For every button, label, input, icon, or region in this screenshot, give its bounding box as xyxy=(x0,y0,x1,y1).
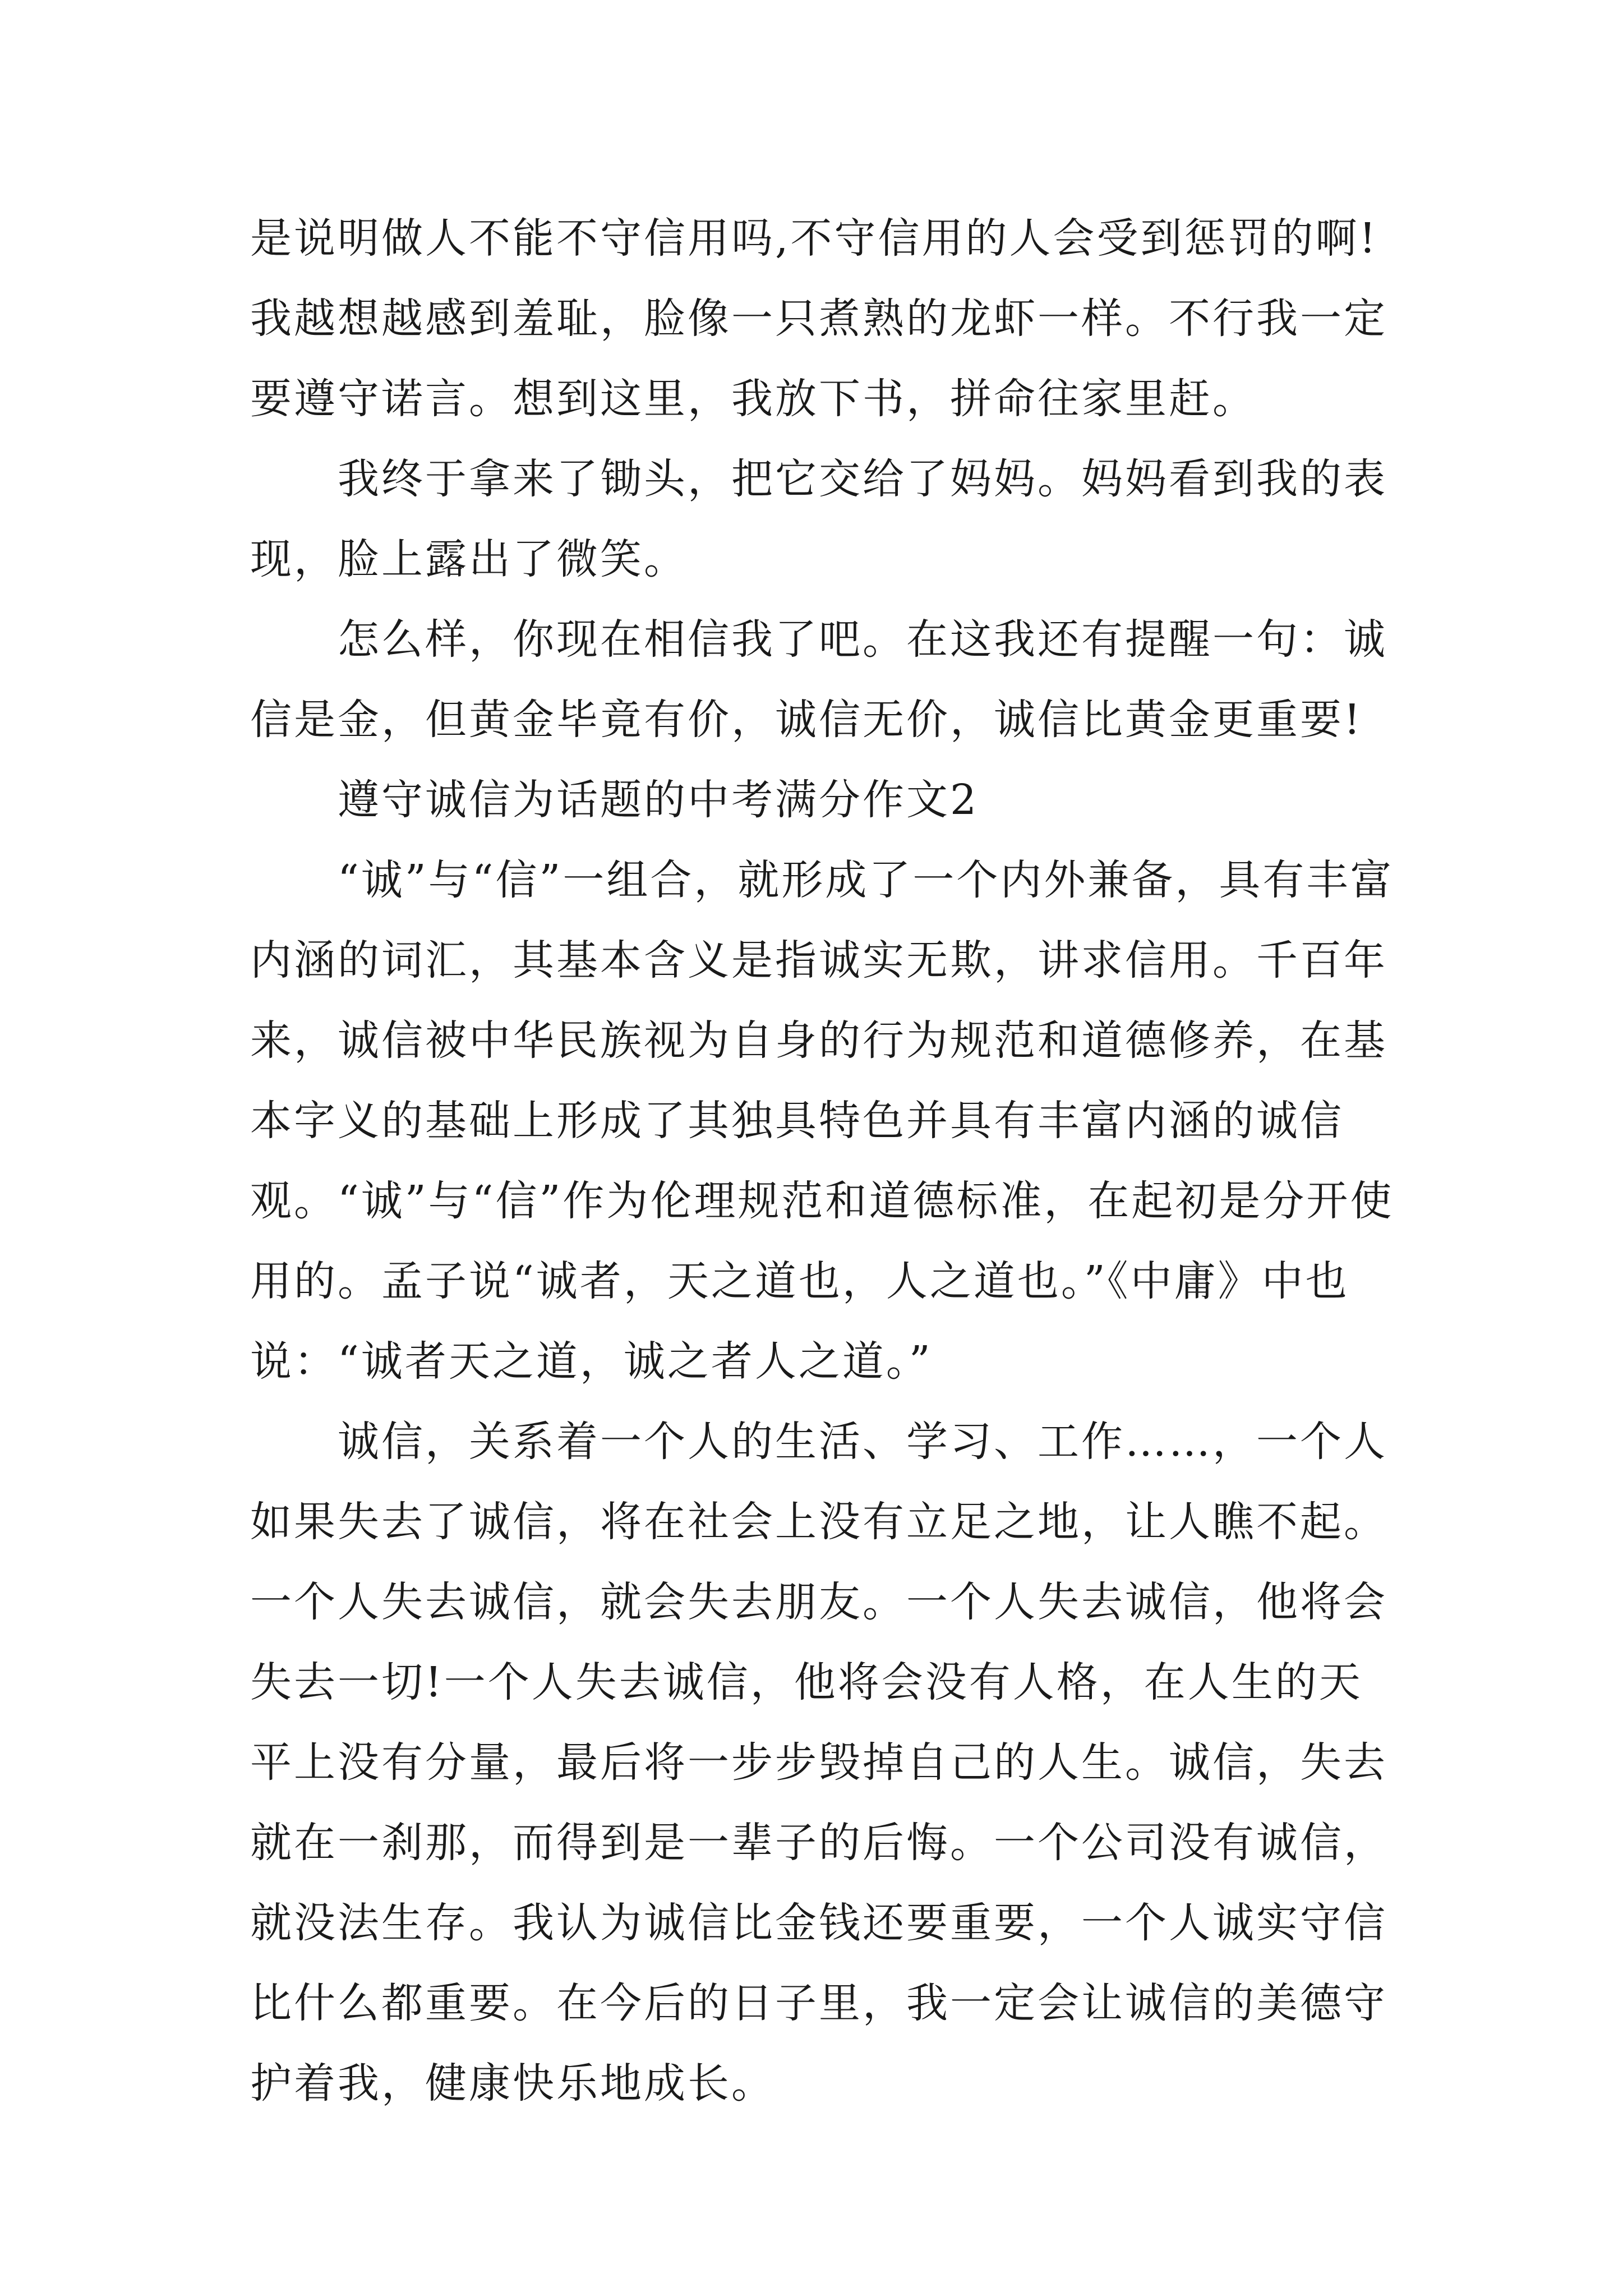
paragraph-hoe-return: 我终于拿来了锄头，把它交给了妈妈。妈妈看到我的表现，脸上露出了微笑。 xyxy=(250,455,1387,583)
paragraph-definition: “诚”与“信”一组合，就形成了一个内外兼备，具有丰富内涵的词汇，其基本含义是指诚实无欺，讲求信用。千百年来，诚信被中华民族视为自身的行为规范和道德修养，在基本字义的基础上形成了其独具特色并具有丰富内涵的诚信观。“诚”与“信”作为伦理规范和道德标准，在起初是分开使用的。孟子说“诚者，天之道也，人之道也。”《中庸》中也说：“诚者天之道，诚之者人之道。” xyxy=(250,856,1394,1386)
paragraph-importance: 诚信，关系着一个人的生活、学习、工作……，一个人如果失去了诚信，将在社会上没有立足之地，让人瞧不起。一个人失去诚信，就会失去朋友。一个人失去诚信，他将会失去一切!一个人失去诚信，他将会没有人格，在人生的天平上没有分量，最后将一步步毁掉自己的人生。诚信，失去就在一刹那，而得到是一辈子的后悔。一个公司没有诚信，就没法生存。我认为诚信比金钱还要重要，一个人诚实守信比什么都重要。在今后的日子里，我一定会让诚信的美德守护着我，健康快乐地成长。 xyxy=(250,1418,1387,2108)
document-body xyxy=(250,199,1405,2124)
paragraph-continuation: 是说明做人不能不守信用吗,不守信用的人会受到惩罚的啊!我越想越感到羞耻，脸像一只煮熟的龙虾一样。不行我一定要遵守诺言。想到这里，我放下书，拼命往家里赶。 xyxy=(250,214,1387,423)
paragraph-conclusion: 怎么样，你现在相信我了吧。在这我还有提醒一句：诚信是金，但黄金毕竟有价，诚信无价，诚信比黄金更重要! xyxy=(250,615,1387,744)
essay-title: 遵守诚信为话题的中考满分作文2 xyxy=(338,776,979,824)
